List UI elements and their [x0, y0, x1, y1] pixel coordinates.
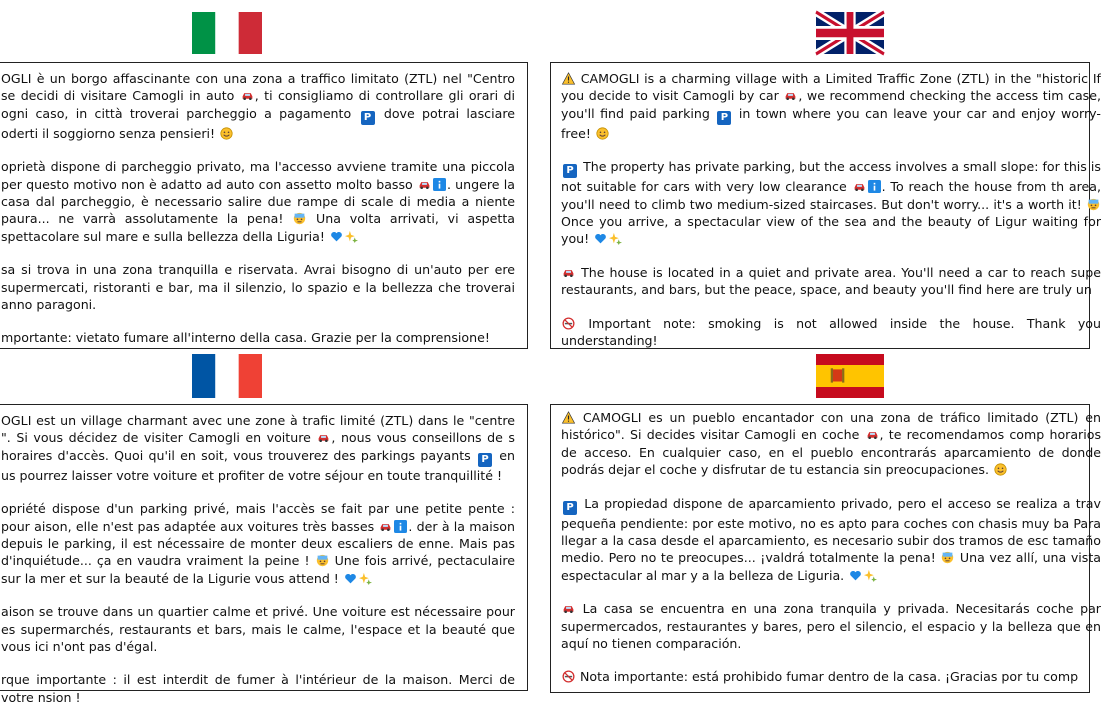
blue-heart-icon — [849, 569, 862, 582]
english-text — [561, 70, 1101, 349]
car-icon — [317, 431, 330, 444]
worried-face-icon — [316, 554, 329, 567]
smile-icon — [220, 127, 233, 140]
italian-paragraph-4: mportante: vietato fumare all'interno della casa. Grazie per la comprensione! — [1, 330, 490, 346]
italy-flag-icon — [192, 12, 262, 54]
parking-icon: P — [563, 501, 577, 515]
car-icon — [562, 602, 575, 615]
worried-face-icon — [1087, 198, 1100, 211]
car-icon — [241, 89, 254, 102]
parking-icon: P — [563, 164, 577, 178]
warning-icon — [562, 72, 575, 85]
english-paragraph-2: P The property has private parking, but the access involves a small slope: for this is not suitable for cars with very low clearance . To reach the house from th area, you'll need to climb two medium-sized staircases. But don't worry... it's a worth it! Once you arrive, a spectacular view of the sea and the beauty of Ligur waiting for you! — [561, 159, 1101, 247]
spain-flag-icon — [816, 354, 884, 398]
english-paragraph-3: The house is located in a quiet and private area. You'll need a car to reach supe restaurants, and bars, but the peace, space, and beauty you'll find here are truly un — [561, 264, 1101, 298]
car-icon — [562, 266, 575, 279]
spanish-paragraph-4: Nota importante: está prohibido fumar dentro de la casa. ¡Gracias por tu comp — [561, 668, 1101, 685]
spanish-text-box — [550, 404, 1101, 693]
french-text-box — [0, 404, 528, 705]
sparkles-icon — [609, 232, 622, 245]
sparkles-icon — [345, 230, 358, 243]
car-icon — [853, 180, 866, 193]
france-flag-icon — [192, 354, 262, 398]
info-icon — [868, 180, 881, 193]
parking-icon: P — [717, 111, 731, 125]
french-paragraph-2: opriété dispose d'un parking privé, mais l'accès se fait par une petite pente : pour aison, elle n'est pas adaptée aux voitures très basses . der à la maison depuis le parking, il est nécessaire de monter deux escaliers de enne. Mais pas d'inquiétude... ça en vaudra vraiment la peine ! Une fois arrivé, pectaculaire sur la mer et sur la beauté de la Ligurie vous attend ! — [1, 501, 515, 586]
french-paragraph-1: OGLI est un village charmant avec une zone à trafic limité (ZTL) dans le "centre ". Si vous décidez de visiter Camogli en voiture , nous vous conseillons de s horaires d'accès. Quoi qu'il en soit, vous trouverez des parkings payants P en us pourrez laisser votre voiture et profiter de votre séjour en toute tranquillité ! — [1, 413, 515, 483]
parking-icon: P — [361, 111, 375, 125]
italian-paragraph-2: oprietà dispone di parcheggio privato, ma l'accesso avviene tramite una piccola per questo motivo non è adatto ad auto con assetto molto basso . ungere la casa dal parcheggio, è necessario salire due rampe di scale di media a niente paura... ne varrà assolutamente la pena! Una volta arrivati, vi aspetta spettacolare sul mare e sulla bellezza della Liguria! — [1, 159, 515, 244]
blue-heart-icon — [344, 572, 357, 585]
car-icon — [379, 520, 392, 533]
french-paragraph-4: rque importante : il est interdit de fumer à l'intérieur de la maison. Merci de votre nsion ! — [1, 672, 515, 705]
blue-heart-icon — [330, 230, 343, 243]
worried-face-icon — [941, 551, 954, 564]
car-icon — [784, 89, 797, 102]
info-icon — [433, 178, 446, 191]
sparkles-icon — [864, 569, 877, 582]
blue-heart-icon — [594, 232, 607, 245]
smile-icon — [596, 127, 609, 140]
info-icon — [394, 520, 407, 533]
smile-icon — [994, 463, 1007, 476]
english-text-box — [550, 62, 1101, 349]
italian-paragraph-3: sa si trova in una zona tranquilla e riservata. Avrai bisogno di un'auto per ere supermercati, ristoranti e bar, ma il silenzio, lo spazio e la bellezza che troverai anno paragoni. — [1, 262, 515, 313]
italian-paragraph-1: OGLI è un borgo affascinante con una zona a traffico limitato (ZTL) nel "Centro se decidi di visitare Camogli in auto , ti consigliamo di controllare gli orari di ogni caso, in città troverai parcheggio a pagamento P dove potrai lasciare oderti il soggiorno senza pensieri! — [1, 71, 515, 141]
worried-face-icon — [293, 212, 306, 225]
uk-flag-icon — [816, 12, 884, 54]
parking-icon: P — [478, 453, 492, 467]
warning-icon — [562, 411, 575, 424]
car-icon — [418, 178, 431, 191]
french-paragraph-3: aison se trouve dans un quartier calme et privé. Une voiture est nécessaire pour es supermarchés, restaurants et bars, mais le calme, l'espace et la beauté que vous ici n'ont pas d'égal. — [1, 604, 515, 655]
english-paragraph-4: Important note: smoking is not allowed inside the house. Thank you understanding! — [561, 315, 1101, 349]
spanish-paragraph-2: P La propiedad dispone de aparcamiento privado, pero el acceso se realiza a trav pequeña pendiente: por este motivo, no es apto para coches con chasis muy ba Para llegar a la casa desde el aparcamiento, es necesario subir dos tramos de esc tamaño medio. Pero no te preocupes... ¡valdrá totalmente la pena! Una vez allí, una vista espectacular al mar y a la belleza de Liguria. — [561, 495, 1101, 583]
spanish-paragraph-3: La casa se encuentra en una zona tranquila y privada. Necesitarás coche par supermercados, restaurantes y bares, pero el silencio, el espacio y la belleza que en aquí no tienen comparación. — [561, 601, 1101, 652]
sparkles-icon — [359, 572, 372, 585]
italian-text-box — [0, 62, 528, 349]
italian-text — [1, 70, 515, 347]
french-text — [1, 412, 515, 706]
spanish-paragraph-1: CAMOGLI es un pueblo encantador con una zona de tráfico limitado (ZTL) en histórico". Si decides visitar Camogli en coche , te recomendamos comp horarios de acceso. En cualquier caso, en el pueblo encontrarás aparcamiento de donde podrás dejar el coche y disfrutar de tu estancia sin preocupaciones. — [561, 410, 1101, 478]
car-icon — [866, 428, 879, 441]
english-paragraph-1: CAMOGLI is a charming village with a Limited Traffic Zone (ZTL) in the "historic If you decide to visit Camogli by car , we recommend checking the access tim case, you'll find paid parking P in town where you can leave your car and enjoy worry-free! — [561, 71, 1101, 141]
spanish-text — [561, 409, 1101, 686]
no-smoking-icon — [562, 670, 575, 683]
no-smoking-icon — [562, 317, 575, 330]
